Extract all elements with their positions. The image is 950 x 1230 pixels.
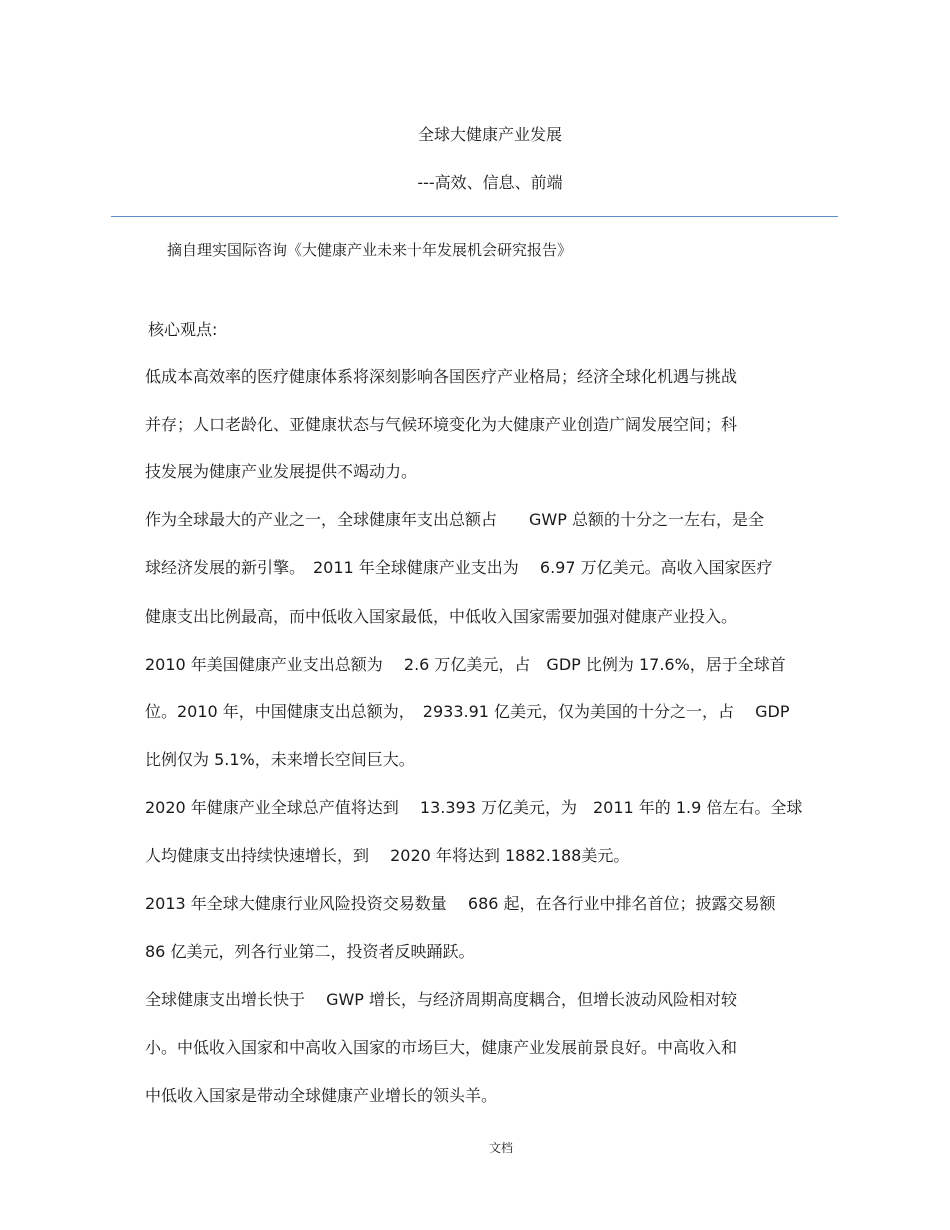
body-line: 人均健康支出持续快速增长，到 2020 年将达到 1882.188美元。 <box>145 846 630 865</box>
body-line: 2010 年美国健康产业支出总额为 2.6 万亿美元，占 GDP 比例为 17.6%，居于全球首 <box>145 655 786 674</box>
core-heading: 核心观点: <box>148 320 218 339</box>
body-line: 作为全球最大的产业之一，全球健康年支出总额占 GWP 总额的十分之一左右，是全 <box>145 510 764 529</box>
body-line: 2013 年全球大健康行业风险投资交易数量 686 起，在各行业中排名首位；披露交易额 <box>145 894 776 913</box>
document-title: 全球大健康产业发展 <box>417 125 562 144</box>
page-footer: 文档 <box>488 1141 513 1155</box>
body-line: 技发展为健康产业发展提供不竭动力。 <box>145 462 418 481</box>
body-line: 低成本高效率的医疗健康体系将深刻影响各国医疗产业格局；经济全球化机遇与挑战 <box>145 367 738 386</box>
body-line: 86 亿美元，列各行业第二，投资者反映踊跃。 <box>145 942 475 961</box>
body-line: 位。2010 年，中国健康支出总额为， 2933.91 亿美元，仅为美国的十分之一，占 GDP <box>145 702 790 721</box>
body-line: 2020 年健康产业全球总产值将达到 13.393 万亿美元，为 2011 年的 1.9 倍左右。全球 <box>145 798 803 817</box>
body-line: 中低收入国家是带动全球健康产业增长的领头羊。 <box>145 1086 498 1105</box>
document-subtitle: ---高效、信息、前端 <box>417 173 563 192</box>
source-citation: 摘自理实国际咨询《大健康产业未来十年发展机会研究报告》 <box>167 241 573 259</box>
body-line: 健康支出比例最高，而中低收入国家最低，中低收入国家需要加强对健康产业投入。 <box>145 607 738 626</box>
body-line: 并存；人口老龄化、亚健康状态与气候环境变化为大健康产业创造广阔发展空间；科 <box>145 415 738 434</box>
body-line: 球经济发展的新引擎。 2011 年全球健康产业支出为 6.97 万亿美元。高收入国家医疗 <box>145 558 773 577</box>
body-line: 小。中低收入国家和中高收入国家的市场巨大，健康产业发展前景良好。中高收入和 <box>145 1038 738 1057</box>
body-line: 全球健康支出增长快于 GWP 增长，与经济周期高度耦合，但增长波动风险相对较 <box>145 990 738 1009</box>
body-line: 比例仅为 5.1%，未来增长空间巨大。 <box>145 750 415 769</box>
title-divider <box>111 216 838 217</box>
